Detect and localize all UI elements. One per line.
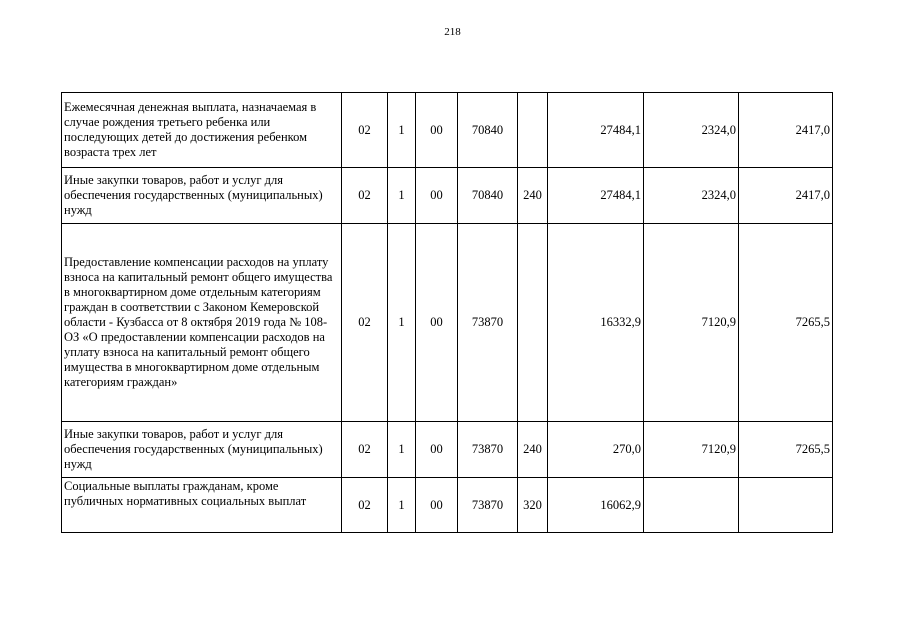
- row-name-cell: Иные закупки товаров, работ и услуг для обеспечения государственных (муниципальных) нужд: [62, 422, 342, 478]
- code-cell: 1: [388, 168, 416, 224]
- table-row: [62, 168, 833, 224]
- table-row: [62, 478, 833, 533]
- budget-table: [61, 92, 833, 533]
- code-cell: 00: [416, 224, 458, 422]
- code-cell: 73870: [458, 478, 518, 533]
- table-row: [62, 224, 833, 422]
- code-cell: 240: [518, 168, 548, 224]
- code-cell: 02: [342, 478, 388, 533]
- amount-cell: [644, 478, 739, 533]
- amount-cell: 27484,1: [548, 93, 644, 168]
- code-cell: 70840: [458, 168, 518, 224]
- code-cell: 02: [342, 422, 388, 478]
- amount-cell: [739, 478, 833, 533]
- code-cell: 00: [416, 93, 458, 168]
- code-cell: 02: [342, 168, 388, 224]
- amount-cell: 2417,0: [739, 93, 833, 168]
- code-cell: 00: [416, 422, 458, 478]
- amount-cell: 27484,1: [548, 168, 644, 224]
- code-cell: 00: [416, 168, 458, 224]
- code-cell: 1: [388, 224, 416, 422]
- amount-cell: 2324,0: [644, 168, 739, 224]
- amount-cell: 2417,0: [739, 168, 833, 224]
- row-name-cell: Предоставление компенсации расходов на уплату взноса на капитальный ремонт общего имущества в многоквартирном доме отдельным категориям граждан в соответствии с Законом Кемеровской области - Кузбасса от 8 октября 2019 года № 108-ОЗ «О предоставлении компенсации расходов на уплату взноса на капитальный ремонт общего имущества в многоквартирном доме отдельным категориям граждан»: [62, 224, 342, 422]
- code-cell: 240: [518, 422, 548, 478]
- code-cell: [518, 224, 548, 422]
- row-name-cell: Иные закупки товаров, работ и услуг для обеспечения государственных (муниципальных) нужд: [62, 168, 342, 224]
- code-cell: 73870: [458, 224, 518, 422]
- table-row: [62, 422, 833, 478]
- row-name-cell: Ежемесячная денежная выплата, назначаемая в случае рождения третьего ребенка или последующих детей до достижения ребенком возраста трех лет: [62, 93, 342, 168]
- code-cell: [518, 93, 548, 168]
- code-cell: 02: [342, 93, 388, 168]
- code-cell: 1: [388, 93, 416, 168]
- table-row: [62, 93, 833, 168]
- row-name-cell: Социальные выплаты гражданам, кроме публичных нормативных социальных выплат: [62, 478, 342, 533]
- amount-cell: 7120,9: [644, 224, 739, 422]
- code-cell: 320: [518, 478, 548, 533]
- page-number: 218: [444, 26, 461, 38]
- amount-cell: 7120,9: [644, 422, 739, 478]
- code-cell: 1: [388, 422, 416, 478]
- code-cell: 02: [342, 224, 388, 422]
- amount-cell: 2324,0: [644, 93, 739, 168]
- code-cell: 00: [416, 478, 458, 533]
- amount-cell: 270,0: [548, 422, 644, 478]
- amount-cell: 16332,9: [548, 224, 644, 422]
- amount-cell: 16062,9: [548, 478, 644, 533]
- code-cell: 70840: [458, 93, 518, 168]
- code-cell: 1: [388, 478, 416, 533]
- amount-cell: 7265,5: [739, 224, 833, 422]
- code-cell: 73870: [458, 422, 518, 478]
- amount-cell: 7265,5: [739, 422, 833, 478]
